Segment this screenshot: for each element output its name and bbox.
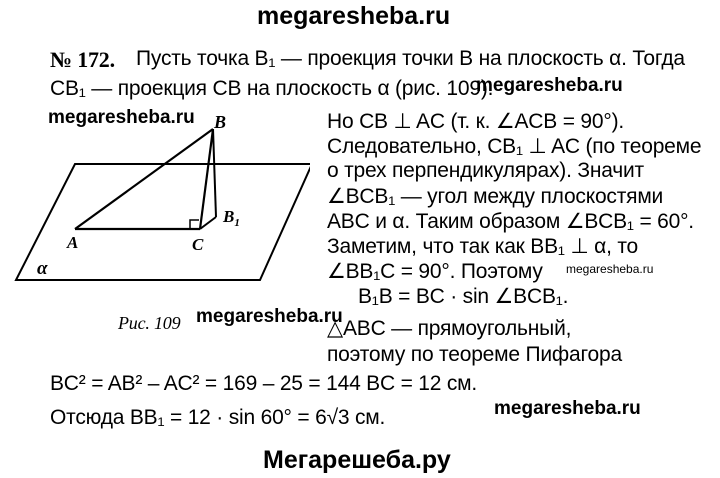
watermark-top: megaresheba.ru <box>257 2 451 30</box>
watermark: megaresheba.ru <box>566 262 654 276</box>
label-alpha: α <box>37 258 48 279</box>
text-line: Заметим, что так как BB₁ ⊥ α, то <box>327 235 639 258</box>
figure-caption: Рис. 109 <box>118 313 181 333</box>
text-line: BC² = AB² – AC² = 169 – 25 = 144 BC = 12 см. <box>50 372 478 395</box>
watermark: megaresheba.ru <box>196 306 343 327</box>
watermark: megaresheba.ru <box>48 107 195 128</box>
right-angle-mark <box>190 220 199 229</box>
label-B: B <box>214 112 227 132</box>
watermark: megaresheba.ru <box>494 398 641 419</box>
segment-BB1 <box>213 129 216 217</box>
text-line: Но CB ⊥ AC (т. к. ∠ACB = 90°). <box>327 110 624 133</box>
segment-CB <box>200 129 213 229</box>
text-line: поэтому по теореме Пифагора <box>327 343 622 366</box>
text-line: ∠BB₁C = 90°. Поэтому <box>327 260 543 283</box>
text-line: △ABC — прямоугольный, <box>327 317 572 340</box>
label-A: A <box>67 233 79 252</box>
text-line: Отсюда BB₁ = 12 · sin 60° = 6√3 см. <box>50 406 386 429</box>
figure-109 <box>10 112 310 292</box>
problem-number: № 172. <box>50 47 115 72</box>
text-line: Следовательно, CB₁ ⊥ AC (по теореме <box>327 135 702 158</box>
text-line: CB₁ — проекция CB на плоскость α (рис. 109). <box>50 77 494 100</box>
watermark: megaresheba.ru <box>476 75 623 96</box>
text-line: Пусть точка B₁ — проекция точки B на плоскость α. Тогда <box>136 47 685 70</box>
label-C: C <box>192 235 204 254</box>
text-line: ∠BCB₁ — угол между плоскостями <box>327 185 664 208</box>
segment-AB <box>75 129 213 229</box>
watermark-bottom: Мегарешеба.ру <box>263 446 451 474</box>
plane-alpha <box>16 164 310 280</box>
text-line: B₁B = BC · sin ∠BCB₁. <box>358 285 569 308</box>
text-line: о трех перпендикулярах). Значит <box>327 159 644 182</box>
text-line: ABC и α. Таким образом ∠BCB₁ = 60°. <box>327 210 694 233</box>
label-B1: $B_1$ <box>223 207 240 229</box>
